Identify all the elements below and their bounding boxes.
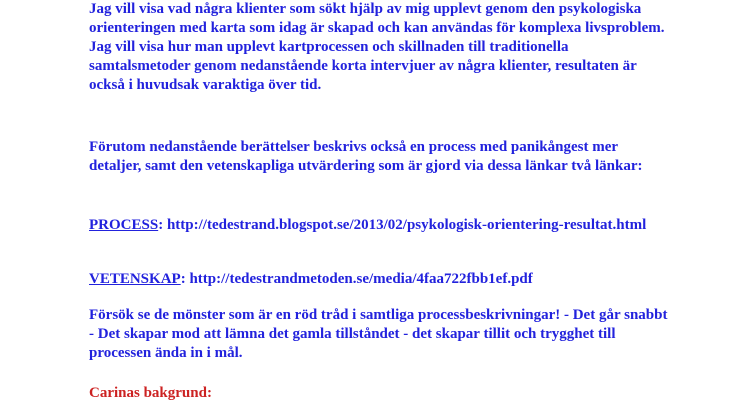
science-link-url[interactable]: http://tedestrandmetoden.se/media/4faa722fbb1ef.pdf xyxy=(189,271,533,287)
process-link-url[interactable]: http://tedestrand.blogspot.se/2013/02/psykologisk-orientering-resultat.html xyxy=(166,217,647,233)
process-link-label[interactable]: PROCESS xyxy=(89,217,159,233)
intro-paragraph: Jag vill visa vad några klienter som sökt hjälp av mig upplevt genom den psykologiska orienteringen med karta som idag är skapad och kan användas för komplexa livsproblem. Jag vill visa hur man upplevt kartprocessen och skillnaden till traditionella samtalsmetoder genom nedanstående korta intervjuer av några klienter, resultaten är också i huvudsak varaktiga över tid. xyxy=(89,1,665,93)
process-link-line xyxy=(89,216,669,235)
section-heading: Carinas bakgrund: xyxy=(89,385,212,401)
science-link-separator: : xyxy=(180,271,190,287)
links-intro-paragraph: Förutom nedanstående berättelser beskrivs också en process med panikångest mer detaljer, samt den vetenskapliga utvärdering som är gjord via dessa länkar två länkar: xyxy=(89,139,643,174)
science-link-label[interactable]: VETENSKAP xyxy=(89,271,181,287)
science-link-line xyxy=(89,270,669,289)
process-link-separator: : xyxy=(158,217,167,233)
pattern-paragraph: Försök se de mönster som är en röd tråd i samtliga processbeskrivningar! - Det går snabbt - Det skapar mod att lämna det gamla tillståndet - det skapar tillit och trygghet till processen ända in i mål. xyxy=(89,307,668,361)
